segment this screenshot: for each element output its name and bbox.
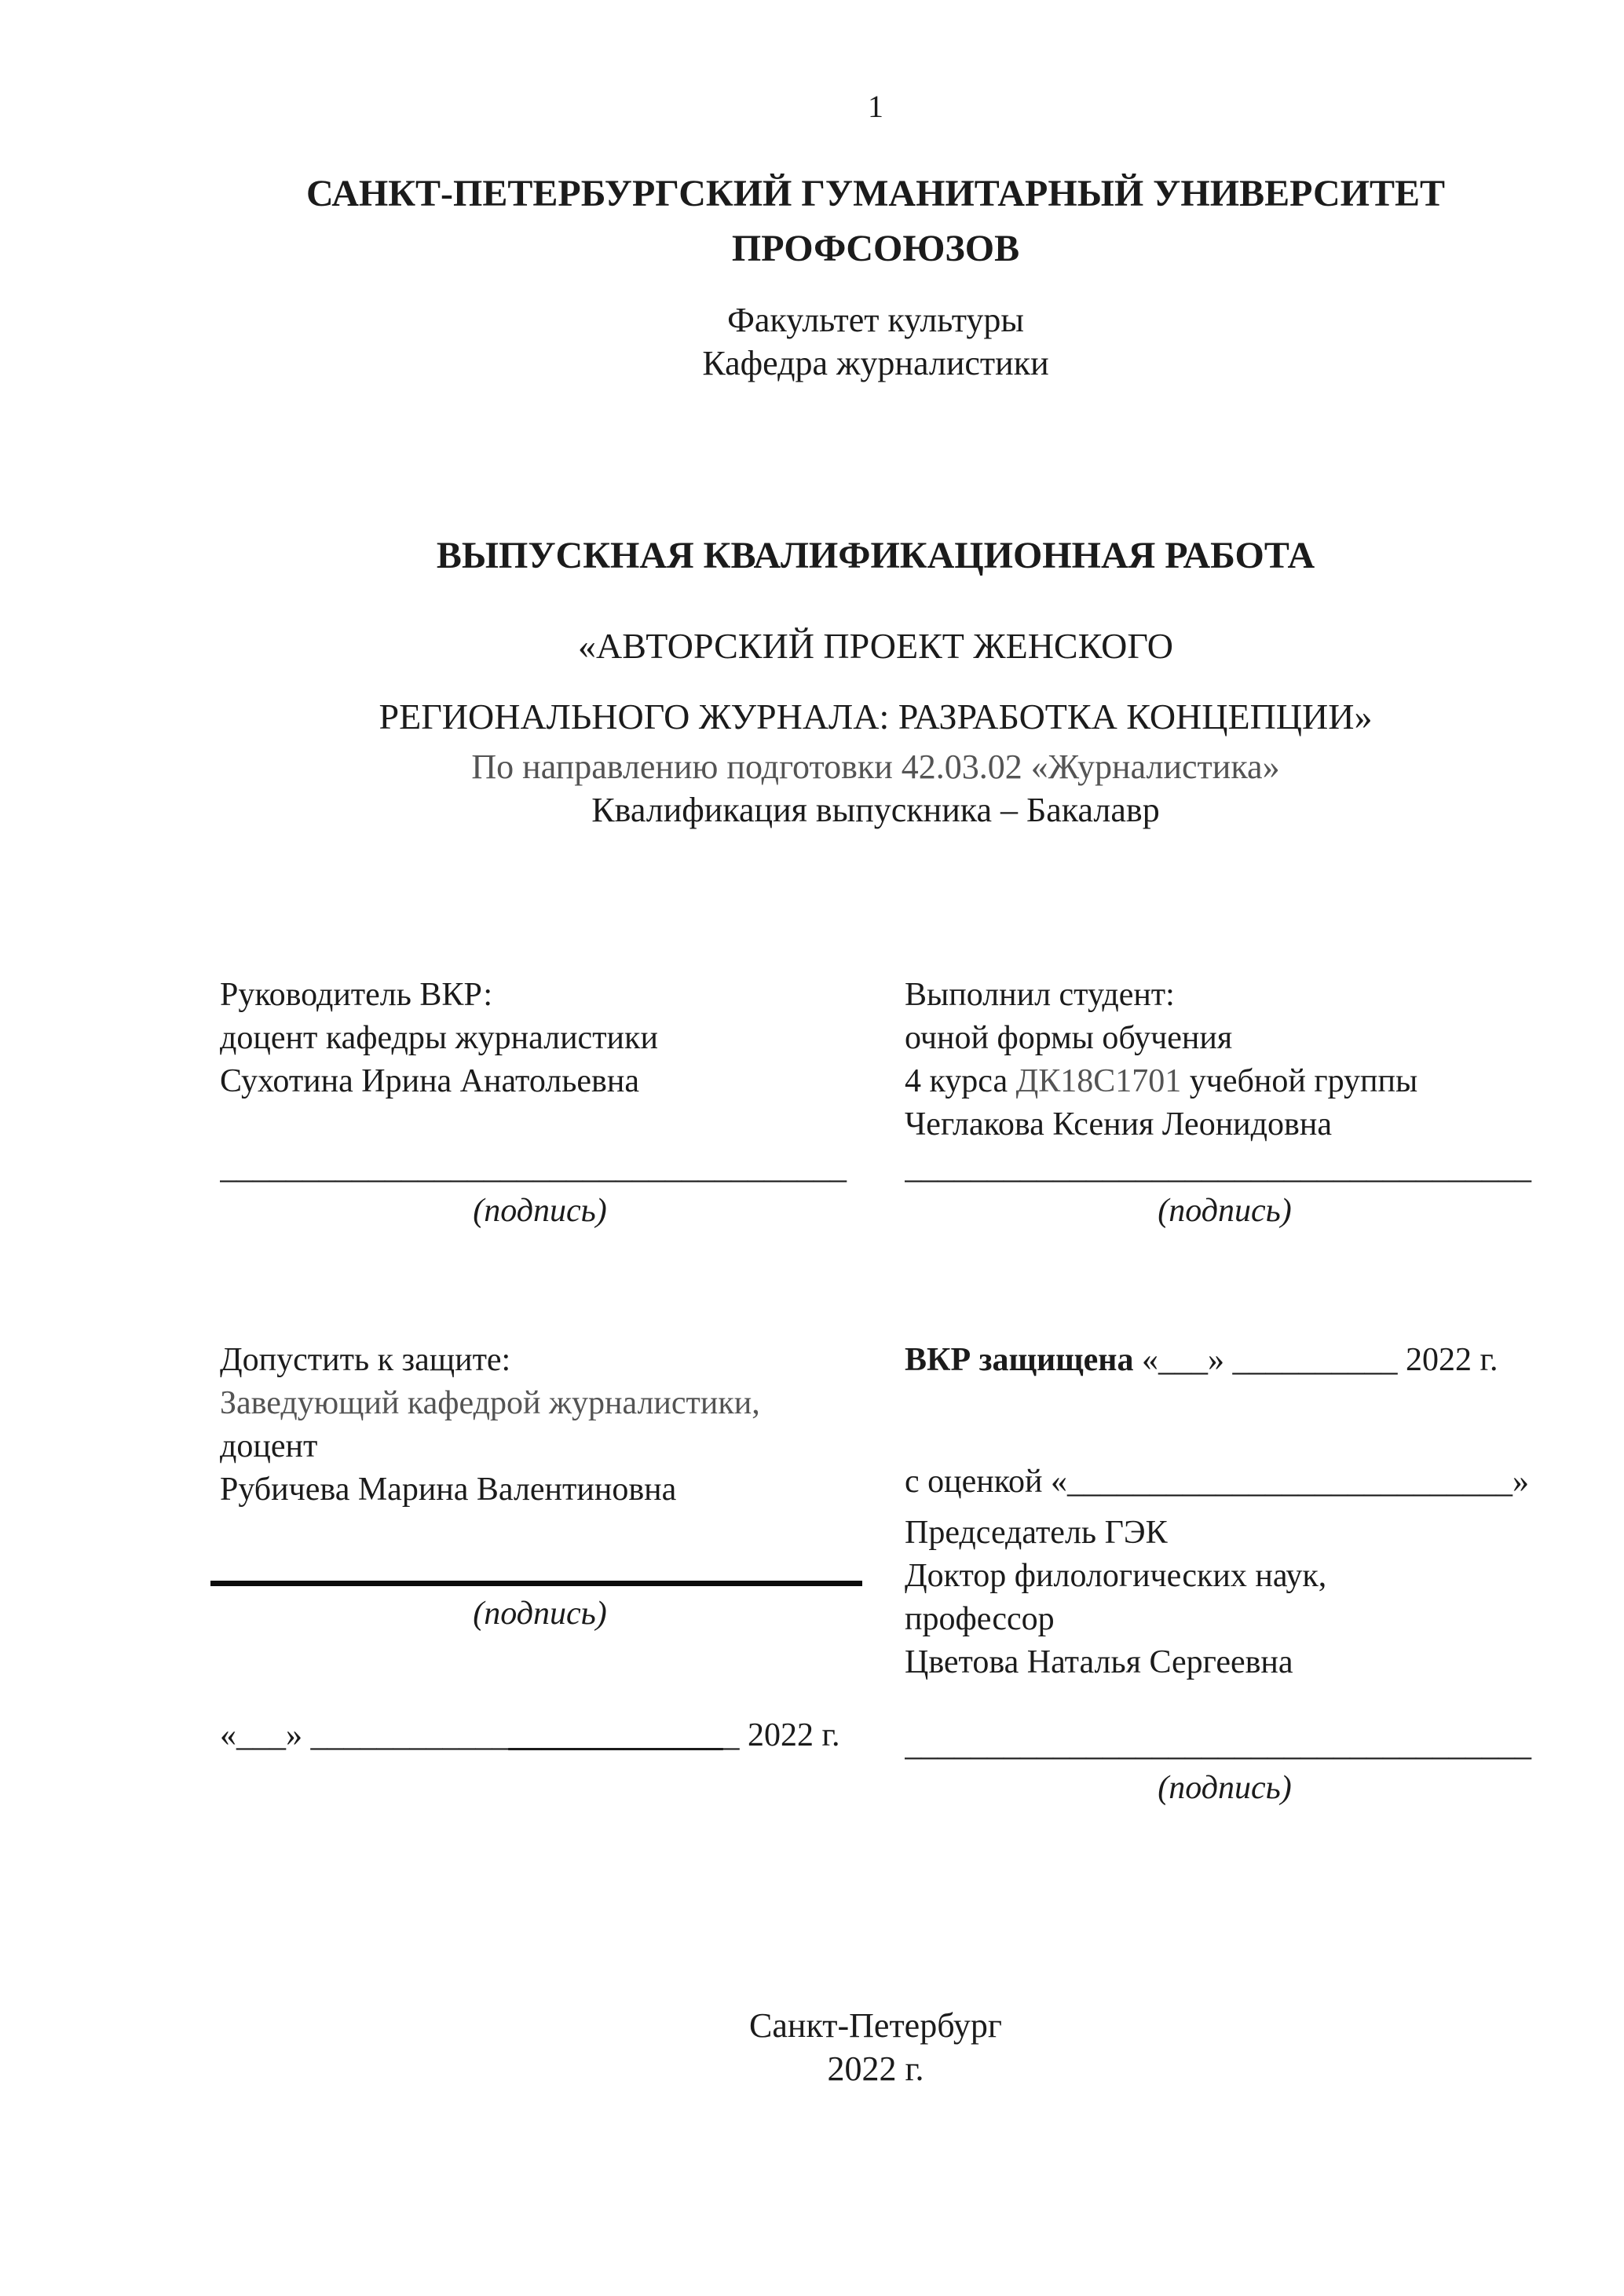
work-type-heading: ВЫПУСКНАЯ КВАЛИФИКАЦИОННАЯ РАБОТА	[436, 535, 1315, 576]
committee-chair-degree-line1: Доктор филологических наук,	[905, 1558, 1327, 1594]
student-heading: Выполнил студент:	[905, 977, 1175, 1013]
student-study-form: очной формы обучения	[905, 1020, 1233, 1056]
admission-signature-caption: (подпись)	[473, 1596, 607, 1632]
department-name: Кафедра журналистики	[702, 344, 1049, 382]
university-name-line1: САНКТ-ПЕТЕРБУРГСКИЙ ГУМАНИТАРНЫЙ УНИВЕРСИТЕТ	[305, 173, 1446, 214]
footer-city: Санкт-Петербург	[749, 2006, 1002, 2045]
graduate-qualification: Квалификация выпускника – Бакалавр	[591, 791, 1160, 829]
defense-heading: ВКР защищена	[905, 1342, 1134, 1378]
student-group-post: учебной группы	[1181, 1063, 1418, 1099]
student-group-pre: 4 курса	[905, 1063, 1016, 1099]
admission-position-line1: Заведующий кафедрой журналистики,	[220, 1385, 760, 1421]
committee-chair-degree-line2: профессор	[905, 1601, 1055, 1637]
work-title-line2: РЕГИОНАЛЬНОГО ЖУРНАЛА: РАЗРАБОТКА КОНЦЕПЦИИ»	[379, 696, 1373, 737]
admission-date-pre: «___»	[220, 1717, 311, 1753]
admission-date-blank-thin: ____________	[310, 1717, 509, 1753]
student-signature-line: ______________________________________	[905, 1150, 1531, 1186]
admission-date-line	[220, 1714, 860, 1757]
defense-date-line	[905, 1339, 1545, 1382]
admission-heading: Допустить к защите:	[220, 1342, 511, 1378]
study-direction: По направлению подготовки 42.03.02 «Журналистика»	[471, 748, 1280, 786]
student-group-code: ДК18С1701	[1015, 1063, 1182, 1099]
admission-date-year: _ 2022 г.	[722, 1717, 840, 1753]
footer-year: 2022 г.	[827, 2049, 924, 2088]
chair-signature-caption: (подпись)	[1158, 1770, 1292, 1806]
student-group-line	[905, 1060, 1545, 1103]
admission-position-line2: доцент	[220, 1428, 318, 1464]
admission-name: Рубичева Марина Валентиновна	[220, 1472, 677, 1508]
committee-chair-title: Председатель ГЭК	[905, 1515, 1168, 1551]
supervisor-name: Сухотина Ирина Анатольевна	[220, 1063, 640, 1099]
admission-date-blank-bold: _____________	[508, 1717, 723, 1753]
right-column	[905, 974, 1545, 1810]
left-column	[220, 974, 860, 1757]
student-signature-caption: (подпись)	[1158, 1193, 1292, 1229]
title-page-header	[220, 88, 1531, 832]
student-name: Чеглакова Ксения Леонидовна	[905, 1106, 1332, 1143]
defense-date-blanks: «___» __________ 2022 г.	[1133, 1342, 1498, 1378]
university-name-line2: ПРОФСОЮЗОВ	[731, 228, 1020, 269]
defense-grade-line: с оценкой «___________________________»	[905, 1464, 1529, 1500]
committee-chair-name: Цветова Наталья Сергеевна	[905, 1644, 1293, 1680]
page-number: 1	[868, 89, 883, 124]
chair-signature-line: ______________________________________	[905, 1727, 1531, 1763]
work-title-line1: «АВТОРСКИЙ ПРОЕКТ ЖЕНСКОГО	[577, 626, 1174, 666]
supervisor-signature-caption: (подпись)	[473, 1193, 607, 1229]
faculty-name: Факультет культуры	[727, 301, 1024, 339]
faculty-department-block	[220, 298, 1531, 385]
supervisor-heading: Руководитель ВКР:	[220, 977, 493, 1013]
title-page-footer	[220, 2004, 1531, 2090]
supervisor-signature-line: ______________________________________	[220, 1150, 847, 1186]
university-name	[220, 166, 1531, 276]
supervisor-position: доцент кафедры журналистики	[220, 1020, 658, 1056]
admission-signature-rule	[210, 1581, 862, 1586]
